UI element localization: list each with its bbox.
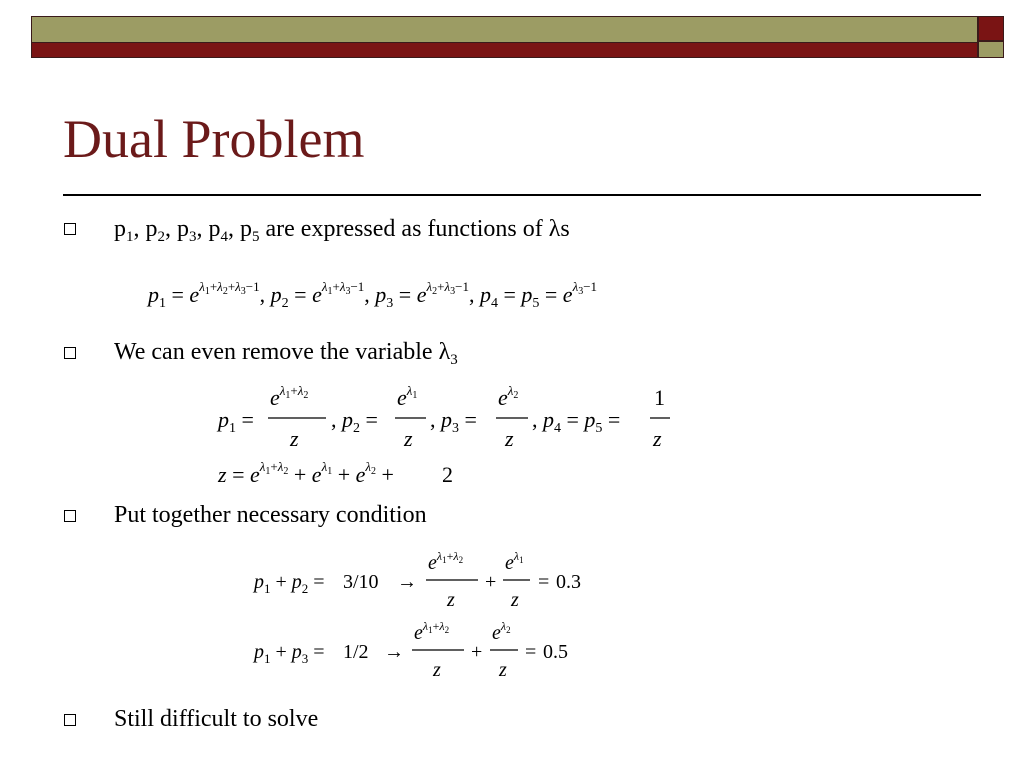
one-numerator: 1 (654, 385, 665, 410)
svg-text:, p2 =: , $p_2$ = (331, 407, 378, 436)
arrow-icon: → (384, 641, 404, 663)
svg-text:eλ1: $e^\lambda 1$ (397, 383, 418, 410)
bullet-3-text: Put together necessary condition (114, 502, 427, 528)
value-0-5: 0.5 (543, 641, 568, 663)
lambda-symbol: λ (438, 339, 451, 365)
svg-text:z: z (404, 426, 413, 451)
svg-text:eλ2: $e^\lambda 2$ (498, 383, 519, 410)
svg-text:+: + (485, 571, 497, 593)
constant-two: 2 (442, 462, 453, 487)
equation-3 (217, 459, 453, 487)
svg-text:p1 = eλ1+λ2+λ3−1, p2 = eλ1+λ3−: $p_1 = e^\lambda 1+\lambda 2+\lambda 3-1$, $p_2 = e^\lambda 1+\lambda 3-1$, $p_3 = e^\lambda 2+\lambda 3-1$, $p_4 = p_5 = e^\lambda 3-1$ (148, 279, 598, 311)
svg-text:eλ1+λ2: $e^\lambda 1+\lambda 2$ (270, 383, 309, 410)
svg-text:=: = (525, 641, 537, 663)
svg-text:eλ2: $e^\lambda 2$ (492, 619, 511, 644)
svg-text:z: z (433, 659, 441, 681)
ratio-3-10: 3/10 (343, 571, 379, 593)
bullet-4-text: Still difficult to solve (114, 706, 319, 732)
svg-text:z = eλ1+λ2 + eλ1 + eλ2 +: $z = e^\lambda 1+\lambda 2 + e^\lambda 1 + e^\lambda 2$ + (218, 459, 394, 487)
equation-1 (146, 279, 597, 311)
bullet-1-label: are expressed as functions of (265, 216, 543, 242)
svg-text:p1 + p3 =: $p_1 + p_3$ = (254, 641, 325, 666)
arrow-icon: → (397, 571, 417, 593)
svg-text:+: + (471, 641, 483, 663)
svg-text:=: = (538, 571, 550, 593)
plural-s: s (560, 216, 570, 242)
svg-text:eλ1+λ2: $e^\lambda 1+\lambda 2$ (428, 549, 464, 574)
bullet-1-text: $p_1$, $p_2$, $p_3$, $p_4$, $p_5$ are expressed as functions of λs (114, 216, 570, 245)
value-0-3: 0.3 (556, 571, 581, 593)
svg-text:z: z (505, 426, 514, 451)
ratio-1-2: 1/2 (343, 641, 369, 663)
svg-text:z: z (511, 589, 519, 611)
svg-text:p1 =: $p_1$ = (218, 407, 254, 436)
svg-text:eλ1: $e^\lambda 1$ (505, 549, 524, 574)
svg-text:eλ1+λ2: $e^\lambda 1+\lambda 2$ (414, 619, 450, 644)
svg-text:, p4 = p5 =: , $p_4 = p_5$ = (532, 407, 621, 436)
svg-text:p1 + p2 =: $p_1 + p_2$ = (254, 571, 325, 596)
slide-title: Dual Problem (63, 109, 365, 169)
equation-5 (252, 619, 568, 681)
bullet-2-label: We can even remove the variable (114, 339, 433, 365)
svg-text:, p3 =: , $p_3$ = (430, 407, 477, 436)
svg-text:z: z (290, 426, 299, 451)
equation-4 (252, 549, 581, 611)
equation-2 (216, 383, 670, 451)
svg-text:z: z (447, 589, 455, 611)
svg-text:z: z (499, 659, 507, 681)
lambda-subscript: 3 (450, 352, 458, 368)
svg-text:z: z (653, 426, 662, 451)
lambda-symbol: λ (548, 216, 561, 242)
